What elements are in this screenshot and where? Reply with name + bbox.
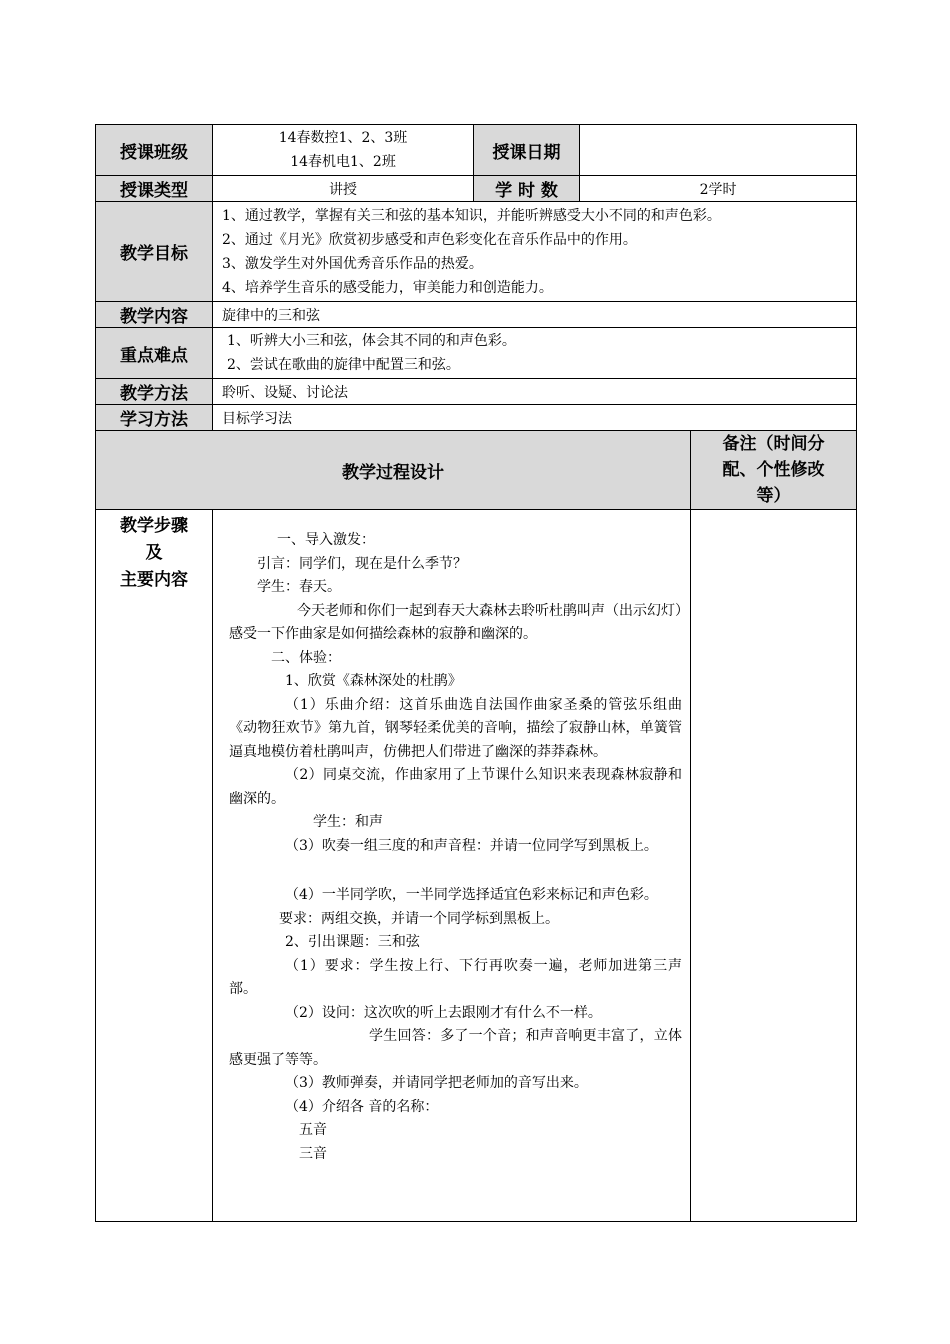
date-label: 授课日期 (474, 125, 580, 176)
process-paragraph: 1、欣赏《森林深处的杜鹃》 (285, 673, 462, 689)
process-paragraph: 今天老师和你们一起到春天大森林去聆听杜鹃叫声（出示幻灯）感受一下作曲家是如何描绘森林的寂静和幽深的。 (229, 602, 683, 642)
objective-item: 3、激发学生对外国优秀音乐作品的热爱。 (222, 255, 483, 272)
process-paragraph: （1）要求：学生按上行、下行再吹奏一遍，老师加进第三声部。 (229, 957, 683, 997)
study-value: 目标学习法 (213, 405, 857, 431)
note-header-line1: 备注（时间分 (722, 434, 825, 454)
keypoint-item: 2、尝试在歌曲的旋律中配置三和弦。 (227, 357, 460, 373)
class-label: 授课班级 (96, 125, 213, 176)
note-header-line2: 配、个性修改 (722, 460, 825, 480)
lesson-plan-table (95, 124, 857, 1222)
note-header-line3: 等） (756, 486, 791, 506)
process-paragraph: （4）介绍各 音的名称： (285, 1098, 439, 1115)
class-value-line1: 14春数控1、2、3班 (278, 130, 408, 146)
process-paragraph: （4）一半同学吹，一半同学选择适宜色彩来标记和声色彩。 (285, 887, 658, 903)
note-body (691, 510, 857, 1222)
type-label: 授课类型 (96, 176, 213, 202)
steps-label-line2: 及 (145, 543, 163, 563)
process-paragraph: （2）同桌交流，作曲家用了上节课什么知识来表现森林寂静和幽深的。 (229, 767, 683, 807)
content-value: 旋律中的三和弦 (213, 302, 857, 328)
objectives-list (213, 202, 857, 302)
steps-label (96, 510, 213, 1222)
class-value (213, 125, 474, 176)
date-value (580, 125, 857, 176)
process-paragraph: 五音 (299, 1122, 327, 1138)
process-body (213, 510, 691, 1222)
keypoints-label: 重点难点 (96, 328, 213, 379)
process-paragraph: 学生：春天。 (257, 579, 341, 595)
process-paragraph: （3）吹奏一组三度的和声音程：并请一位同学写到黑板上。 (285, 837, 658, 854)
process-title: 教学过程设计 (96, 431, 691, 510)
method-value: 聆听、设疑、讨论法 (213, 379, 857, 405)
process-paragraph: 二、体验： (271, 649, 341, 666)
keypoint-item: 1、听辨大小三和弦，体会其不同的和声色彩。 (227, 333, 516, 349)
steps-label-line3: 主要内容 (120, 570, 188, 590)
note-header (691, 431, 857, 510)
keypoints-list (213, 328, 857, 379)
process-paragraph: （3）教师弹奏，并请同学把老师加的音写出来。 (285, 1075, 588, 1091)
objective-item: 1、通过教学，掌握有关三和弦的基本知识，并能听辨感受大小不同的和声色彩。 (222, 207, 721, 224)
type-value: 讲授 (213, 176, 474, 202)
process-paragraph: 2、引出课题：三和弦 (285, 934, 420, 950)
process-paragraph: 要求：两组交换，并请一个同学标到黑板上。 (279, 910, 559, 927)
process-paragraph: 学生回答：多了一个音；和声音响更丰富了，立体感更强了等等。 (229, 1028, 683, 1068)
study-label: 学习方法 (96, 405, 213, 431)
class-value-line2: 14春机电1、2班 (290, 154, 396, 170)
blank-line (229, 858, 682, 884)
content-label: 教学内容 (96, 302, 213, 328)
process-paragraph: 一、导入激发： (277, 532, 375, 548)
objective-item: 4、培养学生音乐的感受能力，审美能力和创造能力。 (222, 279, 553, 296)
objectives-label: 教学目标 (96, 202, 213, 302)
method-label: 教学方法 (96, 379, 213, 405)
process-paragraph: 引言：同学们，现在是什么季节？ (257, 555, 467, 572)
hours-label: 学 时 数 (474, 176, 580, 202)
steps-label-line1: 教学步骤 (120, 516, 188, 536)
hours-value: 2学时 (580, 176, 857, 202)
process-paragraph: （2）设问：这次吹的听上去跟刚才有什么不一样。 (285, 1004, 602, 1021)
process-paragraph: 学生：和声 (313, 814, 383, 830)
process-paragraph: 三音 (299, 1145, 327, 1162)
objective-item: 2、通过《月光》欣赏初步感受和声色彩变化在音乐作品中的作用。 (222, 231, 637, 248)
process-paragraph: （1）乐曲介绍：这首乐曲选自法国作曲家圣桑的管弦乐组曲《动物狂欢节》第九首，钢琴轻柔优美的音响，描绘了寂静山林，单簧管逼真地模仿着杜鹃叫声，仿佛把人们带进了幽深的莽莽森林。 (229, 696, 683, 760)
